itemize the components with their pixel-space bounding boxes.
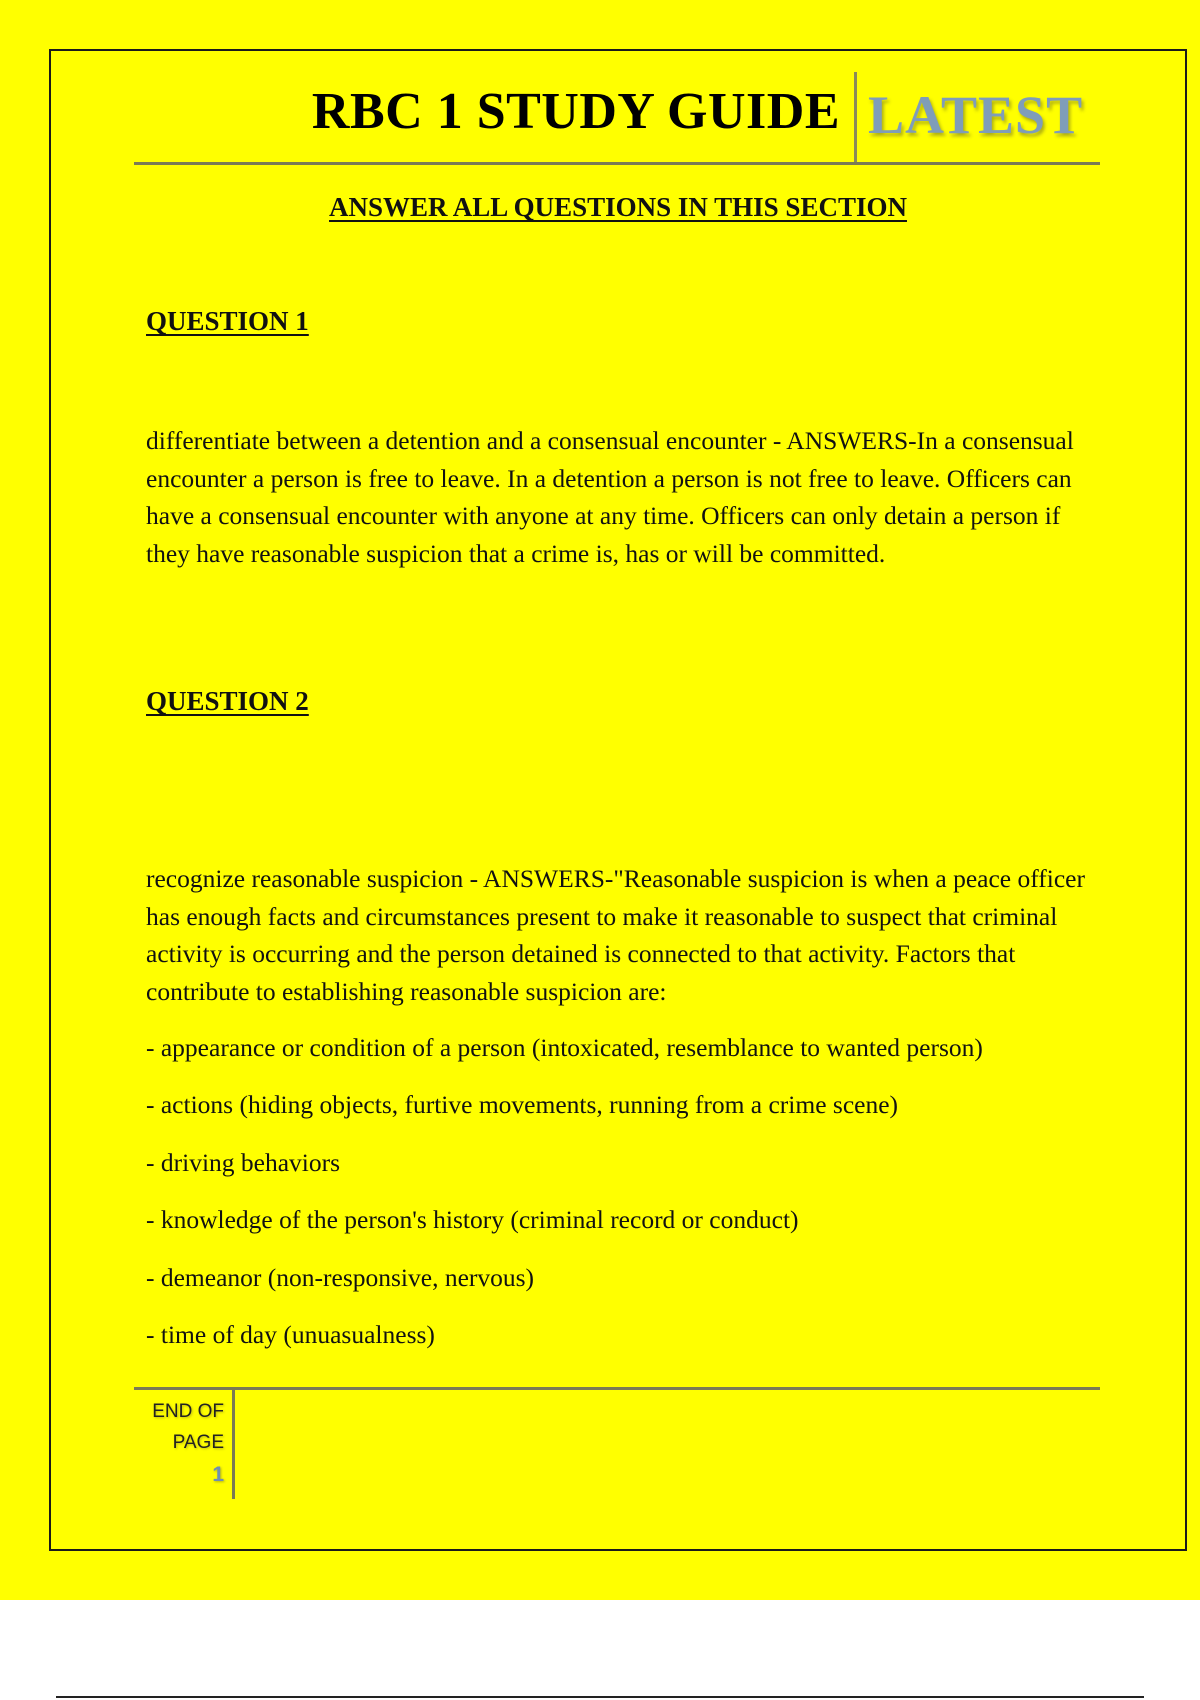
page-header <box>134 72 1100 164</box>
list-item: - driving behaviors <box>146 1148 341 1177</box>
footer-rule <box>134 1387 1100 1390</box>
footer-divider <box>232 1389 235 1499</box>
document-title: RBC 1 STUDY GUIDE <box>311 83 840 140</box>
list-item: - actions (hiding objects, furtive movements, running from a crime scene) <box>146 1090 899 1119</box>
page-footer-label <box>140 1396 224 1458</box>
page-number: 1 <box>212 1463 224 1486</box>
list-item: - knowledge of the person's history (criminal record or conduct) <box>146 1205 799 1234</box>
question-2-answer: recognize reasonable suspicion - ANSWERS-"Reasonable suspicion is when a peace officer has enough facts and circumstances present to make it reasonable to suspect that criminal activity is occurring and the person detained is connected to that activity. Factors that contribute to establishing reasonable suspicion are: <box>146 864 1085 1006</box>
footer-label-line1: END OF <box>152 1401 224 1422</box>
footer-label-line2: PAGE <box>172 1432 224 1453</box>
question-1-heading: QUESTION 1 <box>146 306 309 336</box>
bottom-rule <box>56 1696 1144 1698</box>
list-item: - demeanor (non-responsive, nervous) <box>146 1263 535 1292</box>
question-1-answer: differentiate between a detention and a consensual encounter - ANSWERS-In a consensual encounter a person is free to leave. In a detention a person is not free to leave. Officers can have a consensual encounter with anyone at any time. Officers can only detain a person if they have reasonable suspicion that a crime is, has or will be committed. <box>146 426 1074 568</box>
latest-badge: LATEST <box>868 85 1084 145</box>
list-item: - appearance or condition of a person (intoxicated, resemblance to wanted person) <box>146 1033 983 1062</box>
header-divider <box>854 72 857 162</box>
header-rule <box>134 162 1100 165</box>
question-2-heading: QUESTION 2 <box>146 686 309 716</box>
list-item: - time of day (unuasualness) <box>146 1320 435 1349</box>
section-instruction: ANSWER ALL QUESTIONS IN THIS SECTION <box>329 192 907 222</box>
